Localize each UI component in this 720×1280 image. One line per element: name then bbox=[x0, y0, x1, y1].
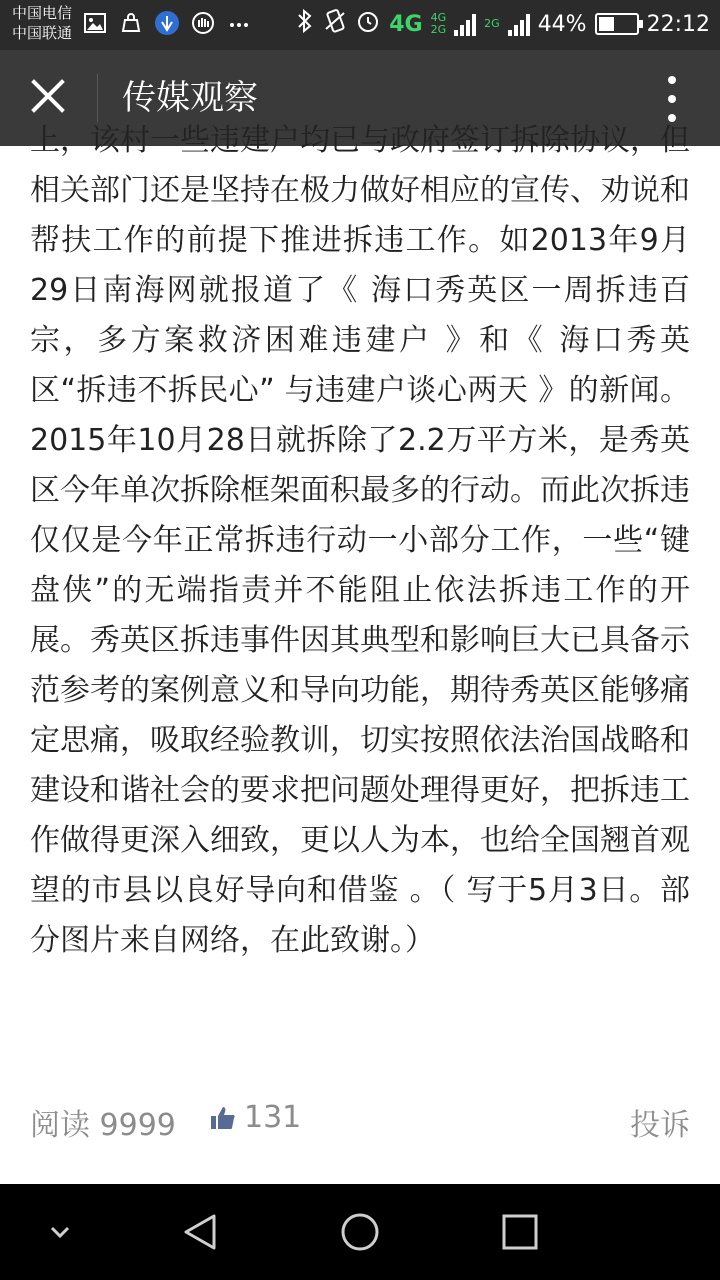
report-link[interactable]: 投诉 bbox=[630, 1108, 690, 1143]
network-2g-label: 2G bbox=[484, 17, 500, 30]
back-button[interactable] bbox=[170, 1202, 230, 1262]
image-icon bbox=[82, 10, 108, 36]
thumbs-up-icon bbox=[210, 1105, 236, 1131]
network-4g-label: 4G bbox=[389, 11, 423, 37]
like-count: 131 bbox=[244, 1100, 302, 1135]
bag-icon bbox=[118, 10, 144, 36]
title-divider bbox=[97, 74, 98, 122]
bluetooth-icon bbox=[295, 8, 315, 40]
battery-icon bbox=[595, 13, 639, 35]
hand-icon bbox=[190, 10, 216, 36]
like-button[interactable] bbox=[210, 1100, 301, 1135]
signal-strength-icon bbox=[454, 12, 476, 36]
article-content[interactable] bbox=[30, 123, 690, 1180]
more-vertical-icon bbox=[668, 76, 676, 84]
back-icon bbox=[170, 1202, 230, 1262]
battery-fill bbox=[599, 17, 615, 31]
article-footer bbox=[30, 1096, 690, 1143]
collapse-nav-button[interactable] bbox=[30, 1202, 90, 1262]
carrier-labels bbox=[12, 3, 72, 43]
network-2g-small: 2G bbox=[430, 23, 447, 36]
notification-icons bbox=[82, 10, 252, 36]
page-title: 传媒观察 bbox=[122, 78, 258, 118]
carrier-1: 中国电信 bbox=[12, 4, 73, 22]
network-4g-small: 4G bbox=[430, 11, 447, 24]
recents-icon bbox=[490, 1202, 550, 1262]
dual-network-label bbox=[431, 12, 447, 36]
chevron-down-icon bbox=[30, 1202, 90, 1262]
recents-button[interactable] bbox=[490, 1202, 550, 1262]
home-button[interactable] bbox=[330, 1202, 390, 1262]
read-count: 阅读 9999 bbox=[30, 1108, 176, 1143]
status-indicators bbox=[295, 8, 710, 40]
home-icon bbox=[330, 1202, 390, 1262]
signal-strength-2-icon bbox=[508, 12, 530, 36]
carrier-2: 中国联通 bbox=[12, 24, 73, 42]
system-nav-bar bbox=[0, 1184, 720, 1280]
alarm-icon bbox=[355, 8, 381, 40]
article-text: 上，该村一些违建户均已与政府签订拆除协议，但相关部门还是坚持在极力做好相应的宣传、劝说和帮扶工作的前提下推进拆违工作。如2013年9月29日南海网就报道了《 海口秀英区一周拆违百宗，多方案救济困难违建户 》和《 海口秀英区“拆违不拆民心” 与违建户谈心两天 》的新闻。2015年10月28日就拆除了2.2万平方米，是秀英区今年单次拆除框架面积最多的行动。而此次拆违仅仅是今年正常拆违行动一小部分工作，一些“键盘侠”的无端指责并不能阻止依法拆违工作的开展。秀英区拆违事件因其典型和影响巨大已具备示范参考的案例意义和导向功能，期待秀英区能够痛定思痛，吸取经验教训，切实按照依法治国战略和建设和谐社会的要求把问题处理得更好，把拆违工作做得更深入细致，更以人为本，也给全国翘首观望的市县以良好导向和借鉴 。（ 写于5月3日。部分图片来自网络，在此致谢。） bbox=[30, 123, 690, 958]
status-bar bbox=[0, 0, 720, 50]
clock: 22:12 bbox=[646, 11, 710, 37]
battery-percent: 44% bbox=[537, 11, 587, 37]
vibrate-icon bbox=[323, 8, 347, 40]
more-dots-icon bbox=[226, 10, 252, 36]
shield-app-icon bbox=[154, 10, 180, 36]
